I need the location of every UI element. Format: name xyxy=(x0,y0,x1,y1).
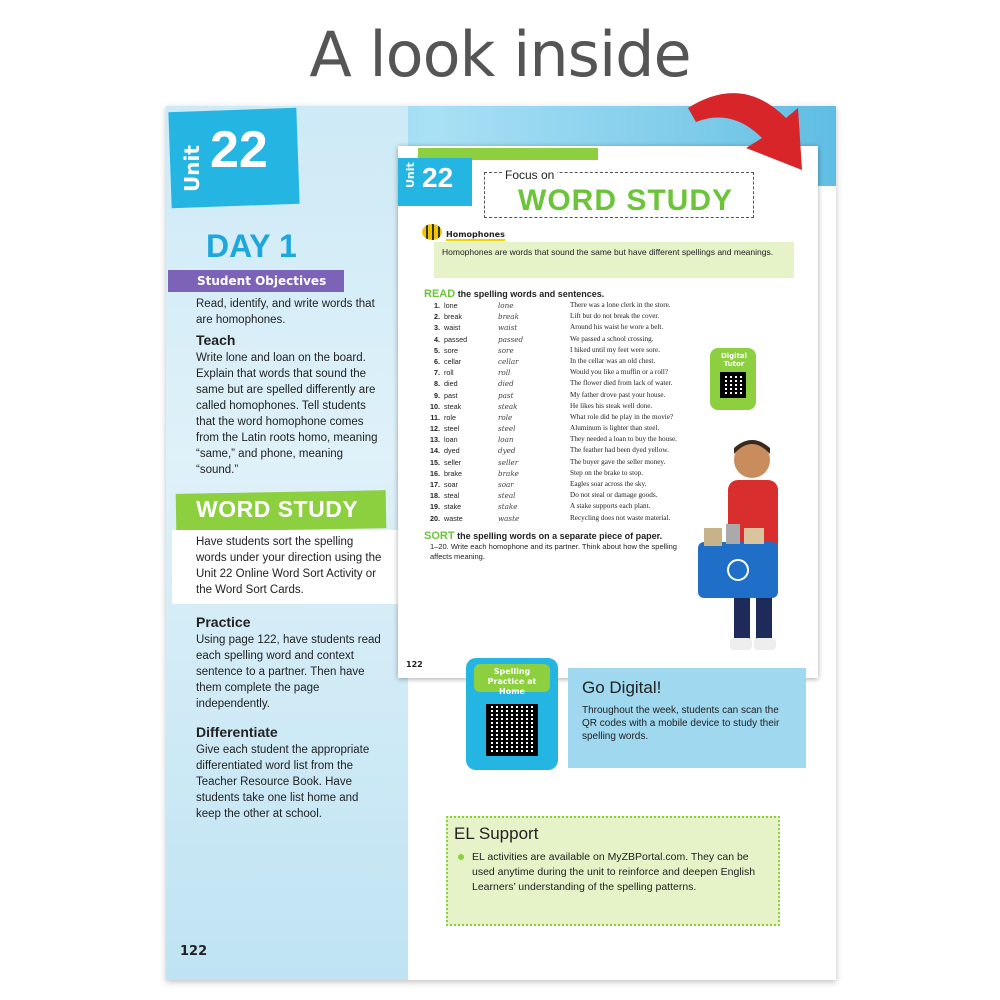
context-sentence: The flower died from lack of water. xyxy=(570,379,673,388)
spelling-word: roll xyxy=(444,368,454,378)
word-number: 5. xyxy=(434,345,440,355)
spelling-word-list xyxy=(426,301,726,525)
word-number: 4. xyxy=(434,334,440,344)
inner-unit-number: 22 xyxy=(422,162,454,193)
list-item xyxy=(426,480,726,491)
word-number: 6. xyxy=(434,356,440,366)
context-sentence: He likes his steak well done. xyxy=(570,401,653,410)
list-item xyxy=(426,368,726,379)
cursive-word: role xyxy=(498,412,513,422)
spelling-word: brake xyxy=(444,468,462,478)
context-sentence: I hiked until my feet were sore. xyxy=(570,345,661,354)
word-number: 13. xyxy=(430,435,440,445)
spelling-word: dyed xyxy=(444,446,460,456)
cursive-word: soar xyxy=(498,480,514,489)
list-item xyxy=(426,402,726,413)
book-page xyxy=(166,106,836,980)
list-item xyxy=(426,491,726,502)
unit-word: Unit xyxy=(180,145,204,192)
inner-unit-word: Unit xyxy=(404,162,417,188)
teach-heading: Teach xyxy=(196,332,236,348)
cursive-word: steel xyxy=(498,424,516,434)
unit-number: 22 xyxy=(210,121,268,179)
spelling-word: steak xyxy=(444,401,462,411)
list-item xyxy=(426,469,726,480)
spelling-word: lone xyxy=(444,301,458,310)
digital-tutor-label: Digital Tutor xyxy=(720,352,748,368)
context-sentence: Do not steal or damage goods. xyxy=(570,491,658,500)
list-item xyxy=(426,323,726,334)
student-with-recycling-bin xyxy=(694,432,804,672)
spelling-practice-label: Spelling Practice at Home xyxy=(487,667,537,696)
focus-on-label: Focus on xyxy=(502,168,557,182)
objectives-text: Read, identify, and write words that are homophones. xyxy=(196,298,375,326)
word-number: 10. xyxy=(430,401,440,411)
list-item xyxy=(426,391,726,402)
word-number: 20. xyxy=(430,513,440,523)
context-sentence: The buyer gave the seller money. xyxy=(570,457,666,466)
spelling-word: past xyxy=(444,390,458,400)
cursive-word: sore xyxy=(498,345,514,355)
spelling-word: died xyxy=(444,379,458,389)
list-item xyxy=(426,379,726,390)
word-number: 15. xyxy=(430,457,440,467)
spelling-word: steel xyxy=(444,424,460,434)
list-item xyxy=(426,502,726,513)
read-heading xyxy=(424,288,604,300)
word-study-text: Have students sort the spelling words under your direction using the Unit 22 Online Word Sort Activity or the Word Sort Cards. xyxy=(196,536,382,596)
word-number: 12. xyxy=(430,424,440,434)
headline: A look inside xyxy=(309,18,691,91)
word-number: 18. xyxy=(430,491,440,501)
word-number: 2. xyxy=(434,312,440,322)
cursive-word: seller xyxy=(498,457,519,467)
word-number: 17. xyxy=(430,480,440,489)
sort-keyword: SORT xyxy=(424,530,455,542)
cursive-word: steak xyxy=(498,401,518,411)
list-item xyxy=(426,312,726,323)
bee-icon xyxy=(422,224,442,240)
word-number: 7. xyxy=(434,368,440,378)
homophones-label: Homophones xyxy=(446,230,505,239)
context-sentence: There was a lone clerk in the store. xyxy=(570,301,671,309)
differentiate-text: Give each student the appropriate differentiated word list from the Teacher Resource Book. Have students take one list home and keep the other at school. xyxy=(196,744,370,820)
context-sentence: In the cellar was an old chest. xyxy=(570,356,656,365)
word-number: 14. xyxy=(430,446,440,456)
objectives-banner: Student Objectives xyxy=(168,270,344,292)
el-support-text: EL activities are available on MyZBPortal.com. They can be used anytime during the unit to reinforce and deepen English Learners’ understanding of the spelling patterns. xyxy=(472,851,756,893)
inner-word-study-title: WORD STUDY xyxy=(518,184,733,217)
context-sentence: We passed a school crossing. xyxy=(570,334,654,343)
page-number: 122 xyxy=(180,944,208,959)
context-sentence: Lift but do not break the cover. xyxy=(570,312,660,321)
list-item xyxy=(426,435,726,446)
context-sentence: They needed a loan to buy the house. xyxy=(570,435,677,444)
read-instruction: the spelling words and sentences. xyxy=(457,289,605,299)
sort-heading xyxy=(424,530,662,542)
cursive-word: break xyxy=(498,312,519,322)
cursive-word: past xyxy=(498,390,514,400)
spelling-word: waste xyxy=(444,513,463,523)
cursive-word: steal xyxy=(498,491,516,501)
context-sentence: Aluminum is lighter than steel. xyxy=(570,424,660,433)
list-item xyxy=(426,301,726,312)
cursive-word: cellar xyxy=(498,356,519,366)
spelling-word: sore xyxy=(444,345,458,355)
list-item xyxy=(426,335,726,346)
context-sentence: The feather had been dyed yellow. xyxy=(570,446,669,455)
spelling-word: soar xyxy=(444,480,458,489)
context-sentence: Around his waist he wore a belt. xyxy=(570,323,664,332)
qr-code-icon[interactable] xyxy=(486,704,538,756)
word-number: 19. xyxy=(430,502,440,512)
list-item xyxy=(426,357,726,368)
list-item xyxy=(426,346,726,357)
word-study-label: WORD STUDY xyxy=(196,496,359,522)
list-item xyxy=(426,514,726,525)
spelling-word: role xyxy=(444,412,456,422)
context-sentence: Would you like a muffin or a roll? xyxy=(570,368,669,377)
context-sentence: A stake supports each plant. xyxy=(570,502,651,511)
day-title: DAY 1 xyxy=(206,228,297,264)
word-number: 1. xyxy=(434,301,440,310)
go-digital-title: Go Digital! xyxy=(582,678,662,697)
cursive-word: stake xyxy=(498,502,518,512)
spelling-word: break xyxy=(444,312,462,322)
list-item xyxy=(426,446,726,457)
word-number: 11. xyxy=(430,412,440,422)
spelling-word: cellar xyxy=(444,356,462,366)
context-sentence: Recycling does not waste material. xyxy=(570,513,671,522)
inner-page-number: 122 xyxy=(406,660,423,669)
cursive-word: waste xyxy=(498,513,520,523)
read-keyword: READ xyxy=(424,288,456,300)
word-number: 9. xyxy=(434,390,440,400)
list-item xyxy=(426,413,726,424)
spelling-word: stake xyxy=(444,502,462,512)
sort-instruction: the spelling words on a separate piece of paper. xyxy=(457,531,663,541)
context-sentence: Step on the brake to stop. xyxy=(570,468,644,477)
el-support-title: EL Support xyxy=(454,824,539,843)
go-digital-text: Throughout the week, students can scan the QR codes with a mobile device to study their spelling words. xyxy=(582,705,780,742)
cursive-word: died xyxy=(498,379,514,389)
spelling-word: seller xyxy=(444,457,462,467)
context-sentence: Eagles soar across the sky. xyxy=(570,480,647,488)
teach-text: Write lone and loan on the board. Explain that words that sound the same but are spelled differently are called homophones. Tell students that the word homophone comes from the Latin roots homo, meaning “same,” and phone, meaning “sound.” xyxy=(196,352,378,476)
cursive-word: roll xyxy=(498,368,511,378)
word-number: 16. xyxy=(430,468,440,478)
list-item xyxy=(426,458,726,469)
practice-text: Using page 122, have students read each spelling word and context sentence to a partner. Then have them complete the page independently. xyxy=(196,634,381,710)
bullet-icon xyxy=(458,854,464,860)
curved-arrow-icon xyxy=(682,78,812,178)
context-sentence: My father drove past your house. xyxy=(570,390,666,399)
spelling-word: steal xyxy=(444,491,460,501)
practice-heading: Practice xyxy=(196,614,251,630)
homophones-definition: Homophones are words that sound the same but have different spellings and meanings. xyxy=(442,247,774,257)
context-sentence: What role did he play in the movie? xyxy=(570,412,674,421)
student-page-preview xyxy=(398,146,818,678)
cursive-word: lone xyxy=(498,301,514,310)
cursive-word: waist xyxy=(498,323,518,333)
spelling-word: waist xyxy=(444,323,461,333)
cursive-word: passed xyxy=(498,334,524,344)
cursive-word: brake xyxy=(498,468,519,478)
word-number: 3. xyxy=(434,323,440,333)
cursive-word: dyed xyxy=(498,446,516,456)
list-item xyxy=(426,424,726,435)
differentiate-heading: Differentiate xyxy=(196,724,278,740)
spelling-word: passed xyxy=(444,334,468,344)
cursive-word: loan xyxy=(498,435,514,445)
qr-code-icon[interactable] xyxy=(720,372,746,398)
word-number: 8. xyxy=(434,379,440,389)
spelling-word: loan xyxy=(444,435,458,445)
sort-text: 1–20. Write each homophone and its partner. Think about how the spelling affects meaning. xyxy=(430,542,677,561)
